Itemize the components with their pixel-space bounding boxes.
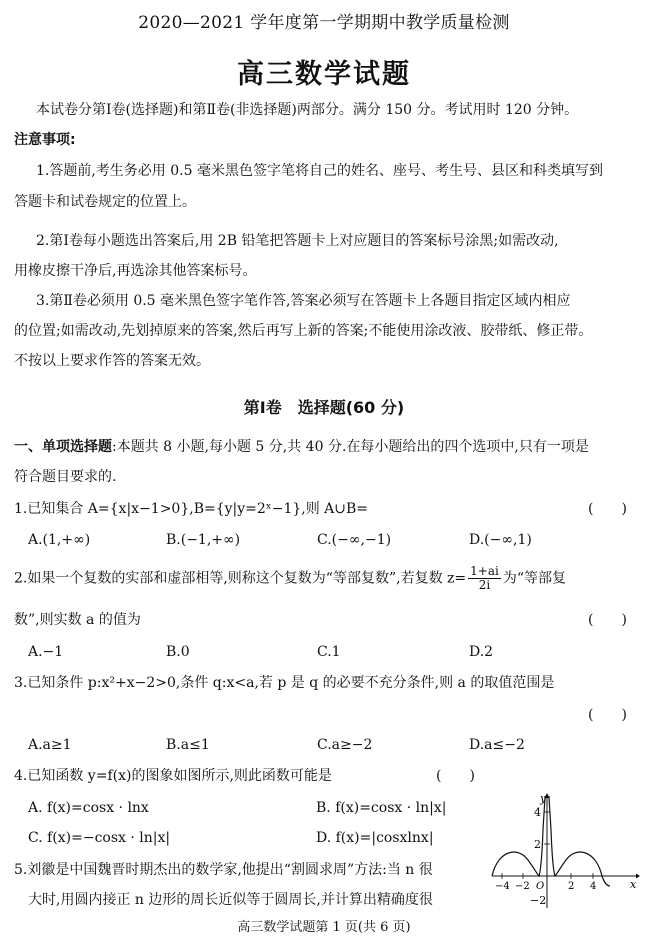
notice-item-2-line-2: 用橡皮擦干净后,再选涂其他答案标号。 [14,263,257,279]
notice-item-3-line-3: 不按以上要求作答的答案无效。 [14,353,210,369]
q1-option-c: C.(−∞,−1) [317,532,392,548]
intro-text: 本试卷分第Ⅰ卷(选择题)和第Ⅱ卷(非选择题)两部分。满分 150 分。考试用时 120 分钟。 [36,102,579,118]
section-1-title: 第Ⅰ卷 选择题(60 分) [243,398,405,417]
section-1-instruction-text: :本题共 8 小题,每小题 5 分,共 40 分.在每小题给出的四个选项中,只有一项是 [112,439,589,455]
origin-label: O [536,881,545,892]
section-1-instruction-label: 一、单项选择题 [14,439,112,455]
y-tick-label-minus-2: −2 [530,894,547,907]
q2-stem-line-1 [14,565,566,592]
q5-stem-line-1: 5.刘徽是中国魏晋时期杰出的数学家,他提出“割圆求周”方法:当 n 很 [14,862,433,878]
exam-subtitle: 2020—2021 学年度第一学期期中教学质量检测 [138,13,510,33]
q4-option-c: C. f(x)=−cosx · ln|x| [28,830,171,846]
q3-option-a: A.a≥1 [28,737,72,753]
q1-answer-paren: ( ) [588,501,627,517]
q4-option-a: A. f(x)=cosx · lnx [28,800,149,816]
q2-stem-line-2: 数”,则实数 a 的值为 [14,612,141,628]
notice-item-3-line-2: 的位置;如需改动,先划掉原来的答案,然后再写上新的答案;不能使用涂改液、胶带纸、修正带。 [14,323,593,339]
q1-option-a: A.(1,+∞) [28,532,91,548]
q1-option-d: D.(−∞,1) [469,532,532,548]
q2-option-b: B.0 [166,644,190,660]
y-tick-label-2: 2 [534,838,541,851]
y-tick-label-4: 4 [534,806,541,819]
q4-function-graph [490,790,640,910]
q2-fraction [468,565,501,592]
q2-fraction-numerator: 1+ai [470,564,499,578]
q3-stem: 3.已知条件 p:x²+x−2>0,条件 q:x<a,若 p 是 q 的必要不充分条件,则 a 的取值范围是 [14,675,555,691]
q3-option-c: C.a≥−2 [317,737,373,753]
section-1-instruction-line-2: 符合题目要求的. [14,469,117,485]
q4-option-b: B. f(x)=cosx · ln|x| [316,800,447,816]
q2-fraction-denominator: 2i [478,578,491,592]
x-axis-label: x [630,878,637,891]
q2-answer-paren: ( ) [588,612,627,628]
x-tick-label-minus-2: −2 [515,881,530,892]
q1-option-b: B.(−1,+∞) [166,532,241,548]
page-footer: 高三数学试题第 1 页(共 6 页) [237,920,411,935]
q2-option-a: A.−1 [28,644,64,660]
q3-answer-paren: ( ) [588,707,627,723]
q4-stem: 4.已知函数 y=f(x)的图象如图所示,则此函数可能是 [14,768,332,784]
q1-stem: 1.已知集合 A={x|x−1>0},B={y|y=2ˣ−1},则 A∪B= [14,501,369,517]
x-tick-label-minus-4: −4 [495,881,510,892]
notice-item-2-line-1: 2.第Ⅰ卷每小题选出答案后,用 2B 铅笔把答题卡上对应题目的答案标号涂黑;如需改动, [36,233,559,249]
exam-title: 高三数学试题 [237,59,411,90]
q4-answer-paren: ( ) [436,768,475,784]
q5-stem-line-2: 大时,用圆内接正 n 边形的周长近似等于圆周长,并计算出精确度很 [28,892,433,908]
q2-option-d: D.2 [469,644,494,660]
q2-option-c: C.1 [317,644,341,660]
curve-right-branch [549,796,610,886]
section-1-instruction-line-1 [14,438,589,456]
q4-option-d: D. f(x)=|cosxlnx| [316,830,434,846]
notice-item-1-line-2: 答题卡和试卷规定的位置上。 [14,194,196,210]
notice-item-3-line-1: 3.第Ⅱ卷必须用 0.5 毫米黑色签字笔作答,答案必须写在答题卡上各题目指定区域内相应 [36,293,571,309]
y-axis-label: y [540,792,547,805]
notice-item-1-line-1: 1.答题前,考生务必用 0.5 毫米黑色签字笔将自己的姓名、座号、考生号、县区和科类填写到 [36,163,603,179]
notice-heading: 注意事项: [14,132,76,148]
x-tick-label-2: 2 [568,881,575,892]
q2-stem-pre: 2.如果一个复数的实部和虚部相等,则称这个复数为“等部复数”,若复数 z= [14,570,467,587]
x-tick-label-4: 4 [590,881,597,892]
q2-stem-post: 为“等部复 [502,570,566,587]
q3-option-b: B.a≤1 [166,737,210,753]
q3-option-d: D.a≤−2 [469,737,525,753]
x-axis-arrow [636,874,640,879]
